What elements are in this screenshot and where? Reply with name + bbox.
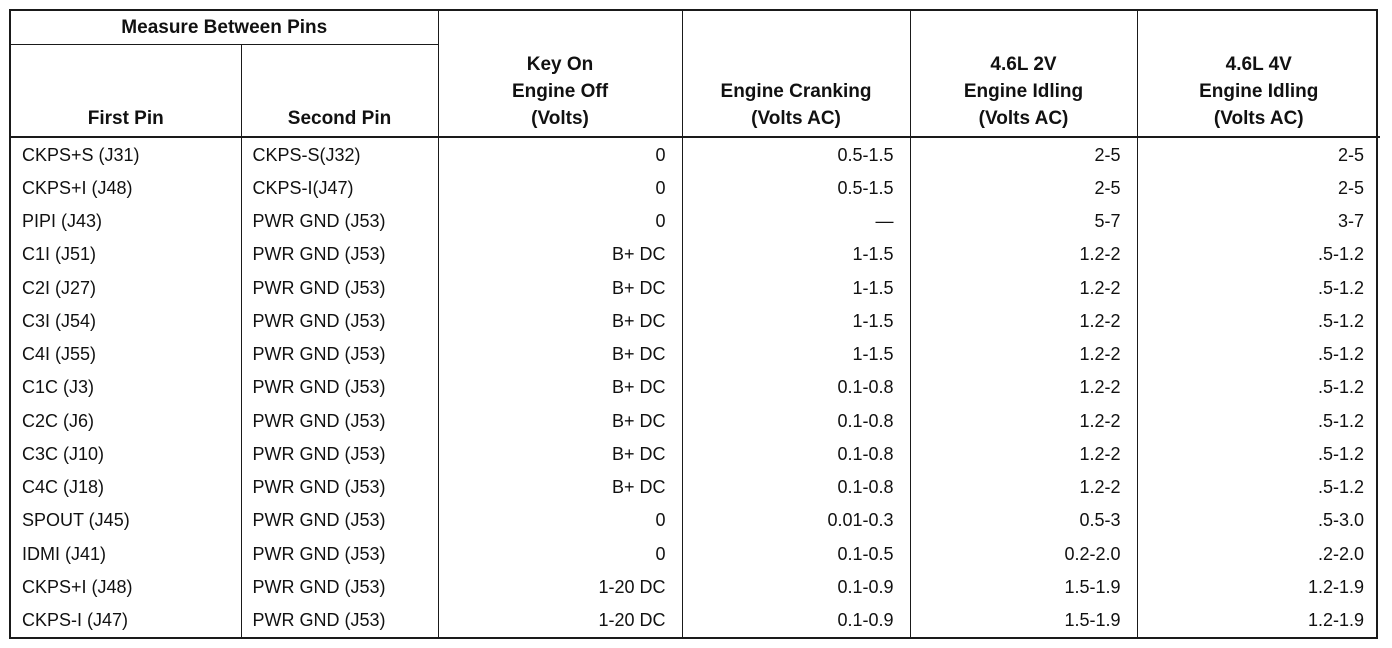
second-pin-cell: PWR GND (J53)	[241, 570, 438, 603]
4v-idling-cell: .5-1.2	[1137, 338, 1380, 371]
2v-idling-cell: 1.2-2	[910, 471, 1137, 504]
4v-idling-cell: .5-3.0	[1137, 504, 1380, 537]
header-line: First Pin	[87, 108, 164, 129]
header-line: Engine Cranking	[720, 81, 872, 102]
second-pin-cell: PWR GND (J53)	[241, 471, 438, 504]
header-line: (Volts AC)	[1213, 108, 1304, 129]
first-pin-cell: CKPS+I (J48)	[22, 576, 133, 597]
engine-cranking-cell: 0.1-0.9	[682, 604, 910, 637]
2v-idling-cell: 1.5-1.9	[910, 604, 1137, 637]
table-row	[11, 338, 1380, 371]
header-line: Key On	[526, 54, 594, 75]
first-pin-cell: IDMI (J41)	[22, 543, 107, 564]
4v-idling-cell: .5-1.2	[1137, 404, 1380, 437]
table-row	[11, 437, 1380, 470]
second-pin-cell: PWR GND (J53)	[241, 338, 438, 371]
2v-idling-cell: 1.2-2	[910, 437, 1137, 470]
table-row	[11, 271, 1380, 304]
column-header-4-6l-4v-idling	[1137, 11, 1380, 137]
second-pin-cell: PWR GND (J53)	[241, 604, 438, 637]
header-line: (Volts AC)	[978, 108, 1069, 129]
second-pin-cell: PWR GND (J53)	[241, 371, 438, 404]
first-pin-cell: PIPI (J43)	[22, 211, 103, 232]
second-pin-cell: PWR GND (J53)	[241, 205, 438, 238]
table-row	[11, 404, 1380, 437]
2v-idling-cell: 1.2-2	[910, 404, 1137, 437]
engine-cranking-cell: 0.5-1.5	[682, 137, 910, 171]
2v-idling-cell: 0.5-3	[910, 504, 1137, 537]
table-row	[11, 504, 1380, 537]
first-pin-cell: CKPS+S (J31)	[22, 144, 140, 165]
key-on-engine-off-cell: B+ DC	[438, 304, 682, 337]
first-pin-cell: C3I (J54)	[22, 310, 97, 331]
4v-idling-cell: 2-5	[1137, 137, 1380, 171]
header-line: Engine Idling	[963, 81, 1084, 102]
engine-cranking-cell: 0.1-0.5	[682, 537, 910, 570]
column-header-4-6l-2v-idling	[910, 11, 1137, 137]
4v-idling-cell: .5-1.2	[1137, 471, 1380, 504]
4v-idling-cell: .2-2.0	[1137, 537, 1380, 570]
2v-idling-cell: 1.2-2	[910, 304, 1137, 337]
first-pin-cell: SPOUT (J45)	[22, 510, 130, 531]
table-row	[11, 238, 1380, 271]
engine-cranking-cell: 1-1.5	[682, 238, 910, 271]
engine-cranking-cell: 1-1.5	[682, 338, 910, 371]
first-pin-cell: CKPS+I (J48)	[22, 177, 133, 198]
table-row	[11, 570, 1380, 603]
4v-idling-cell: 1.2-1.9	[1137, 604, 1380, 637]
measure-between-pins-header: Measure Between Pins	[11, 11, 438, 45]
key-on-engine-off-cell: B+ DC	[438, 471, 682, 504]
header-line: Engine Idling	[1199, 81, 1319, 102]
table-header	[11, 11, 1380, 137]
4v-idling-cell: 1.2-1.9	[1137, 570, 1380, 603]
pin-voltage-table	[11, 11, 1380, 637]
4v-idling-cell: .5-1.2	[1137, 437, 1380, 470]
first-pin-cell: C4I (J55)	[22, 344, 97, 365]
first-pin-cell: CKPS-I (J47)	[22, 610, 129, 631]
table-row	[11, 537, 1380, 570]
header-line: Second Pin	[287, 108, 392, 129]
key-on-engine-off-cell: 1-20 DC	[438, 604, 682, 637]
4v-idling-cell: .5-1.2	[1137, 304, 1380, 337]
key-on-engine-off-cell: B+ DC	[438, 404, 682, 437]
engine-cranking-cell: 0.1-0.8	[682, 371, 910, 404]
key-on-engine-off-cell: 1-20 DC	[438, 570, 682, 603]
key-on-engine-off-cell: B+ DC	[438, 338, 682, 371]
2v-idling-cell: 1.2-2	[910, 271, 1137, 304]
engine-cranking-cell: 1-1.5	[682, 271, 910, 304]
engine-cranking-cell: 0.1-0.9	[682, 570, 910, 603]
4v-idling-cell: .5-1.2	[1137, 271, 1380, 304]
4v-idling-cell: 2-5	[1137, 171, 1380, 204]
2v-idling-cell: 0.2-2.0	[910, 537, 1137, 570]
second-pin-cell: PWR GND (J53)	[241, 504, 438, 537]
table-row	[11, 371, 1380, 404]
pin-voltage-table-container	[9, 9, 1378, 639]
2v-idling-cell: 2-5	[910, 171, 1137, 204]
engine-cranking-cell: 0.5-1.5	[682, 171, 910, 204]
first-pin-cell: C4C (J18)	[22, 477, 105, 498]
key-on-engine-off-cell: 0	[438, 504, 682, 537]
second-pin-cell: PWR GND (J53)	[241, 404, 438, 437]
second-pin-cell: CKPS-I(J47)	[241, 171, 438, 204]
second-pin-cell: PWR GND (J53)	[241, 304, 438, 337]
engine-cranking-cell: 1-1.5	[682, 304, 910, 337]
2v-idling-cell: 1.2-2	[910, 238, 1137, 271]
engine-cranking-cell: 0.1-0.8	[682, 437, 910, 470]
column-header-second-pin	[241, 45, 438, 138]
header-line: Engine Off	[511, 81, 609, 102]
key-on-engine-off-cell: B+ DC	[438, 238, 682, 271]
table-row	[11, 304, 1380, 337]
engine-cranking-cell: —	[682, 205, 910, 238]
table-row	[11, 604, 1380, 637]
first-pin-cell: C1I (J51)	[22, 244, 97, 265]
2v-idling-cell: 1.5-1.9	[910, 570, 1137, 603]
second-pin-cell: PWR GND (J53)	[241, 437, 438, 470]
4v-idling-cell: 3-7	[1137, 205, 1380, 238]
header-line: (Volts AC)	[751, 108, 841, 129]
table-row	[11, 205, 1380, 238]
header-line: 4.6L 2V	[990, 54, 1057, 75]
key-on-engine-off-cell: B+ DC	[438, 371, 682, 404]
first-pin-cell: C2I (J27)	[22, 277, 97, 298]
second-pin-cell: PWR GND (J53)	[241, 271, 438, 304]
4v-idling-cell: .5-1.2	[1137, 371, 1380, 404]
key-on-engine-off-cell: 0	[438, 205, 682, 238]
key-on-engine-off-cell: 0	[438, 537, 682, 570]
second-pin-cell: PWR GND (J53)	[241, 238, 438, 271]
key-on-engine-off-cell: B+ DC	[438, 271, 682, 304]
engine-cranking-cell: 0.1-0.8	[682, 404, 910, 437]
engine-cranking-cell: 0.1-0.8	[682, 471, 910, 504]
engine-cranking-cell: 0.01-0.3	[682, 504, 910, 537]
2v-idling-cell: 1.2-2	[910, 338, 1137, 371]
first-pin-cell: C2C (J6)	[22, 410, 95, 431]
2v-idling-cell: 2-5	[910, 137, 1137, 171]
column-header-key-on-engine-off	[438, 11, 682, 137]
table-body	[11, 137, 1380, 637]
header-line: (Volts)	[531, 108, 589, 129]
second-pin-cell: PWR GND (J53)	[241, 537, 438, 570]
table-row	[11, 137, 1380, 171]
key-on-engine-off-cell: 0	[438, 137, 682, 171]
key-on-engine-off-cell: B+ DC	[438, 437, 682, 470]
column-header-first-pin	[11, 45, 241, 138]
2v-idling-cell: 5-7	[910, 205, 1137, 238]
key-on-engine-off-cell: 0	[438, 171, 682, 204]
4v-idling-cell: .5-1.2	[1137, 238, 1380, 271]
column-header-engine-cranking	[682, 11, 910, 137]
2v-idling-cell: 1.2-2	[910, 371, 1137, 404]
second-pin-cell: CKPS-S(J32)	[241, 137, 438, 171]
table-row	[11, 171, 1380, 204]
table-row	[11, 471, 1380, 504]
first-pin-cell: C1C (J3)	[22, 377, 95, 398]
header-line: 4.6L 4V	[1225, 54, 1292, 75]
first-pin-cell: C3C (J10)	[22, 443, 105, 464]
